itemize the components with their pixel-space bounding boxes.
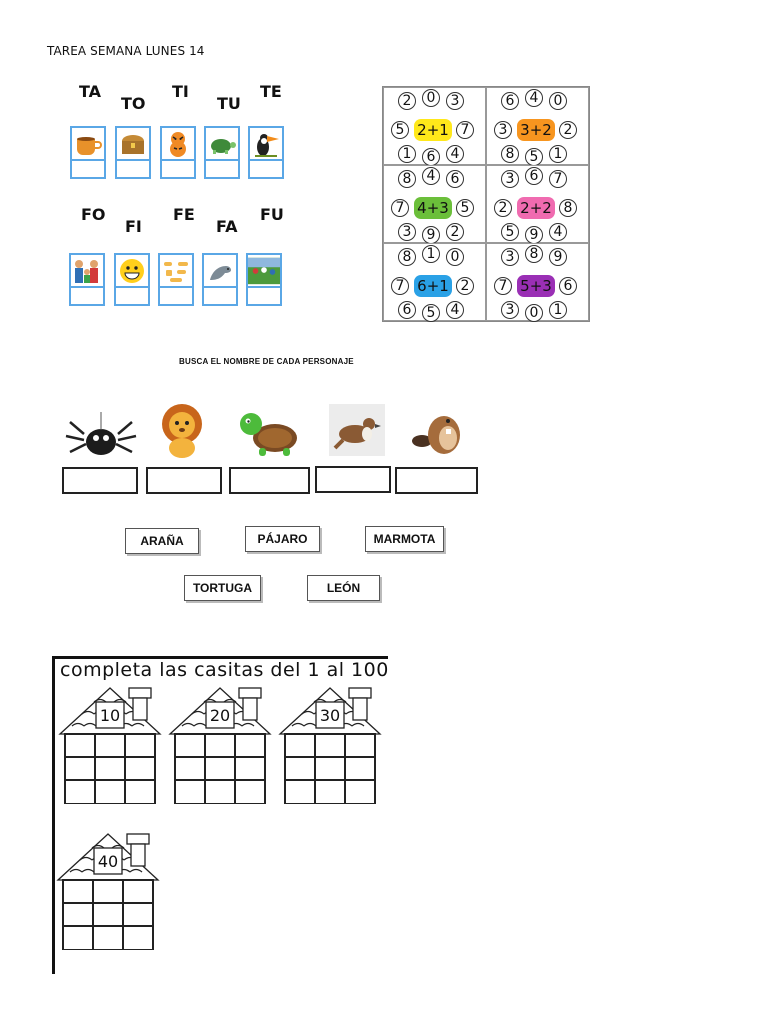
tiger-picture <box>162 128 194 161</box>
number-circle[interactable]: 5 <box>525 148 543 166</box>
number-circle[interactable]: 1 <box>398 145 416 163</box>
syllable-label: FE <box>173 205 195 224</box>
characters-title: BUSCA EL NOMBRE DE CADA PERSONAJE <box>179 357 354 366</box>
pasta-picture <box>160 255 192 288</box>
number-circle[interactable]: 7 <box>391 199 409 217</box>
picture-card[interactable] <box>246 253 282 306</box>
house-number: 10 <box>99 706 121 725</box>
syllable-label: FO <box>81 205 106 224</box>
number-circle[interactable]: 2 <box>446 223 464 241</box>
number-circle[interactable]: 6 <box>422 148 440 166</box>
number-circle[interactable]: 9 <box>549 248 567 266</box>
math-cell <box>486 243 589 321</box>
syllable-label: FI <box>125 217 142 236</box>
number-circle[interactable]: 3 <box>494 121 512 139</box>
math-cell <box>383 243 486 321</box>
word-card[interactable]: TORTUGA <box>184 575 261 601</box>
word-card[interactable]: LEÓN <box>307 575 380 601</box>
spider-picture <box>62 412 140 465</box>
picture-card[interactable] <box>158 253 194 306</box>
number-circle[interactable]: 8 <box>398 170 416 188</box>
number-circle[interactable]: 2 <box>398 92 416 110</box>
number-circle[interactable]: 7 <box>494 277 512 295</box>
houses-title: completa las casitas del 1 al 100 <box>60 659 389 681</box>
syllable-label: FA <box>216 217 238 236</box>
math-cell <box>383 165 486 243</box>
number-circle[interactable]: 1 <box>549 145 567 163</box>
syllable-label: FU <box>260 205 284 224</box>
math-cell <box>383 87 486 165</box>
house-number: 40 <box>97 852 119 871</box>
number-circle[interactable]: 2 <box>456 277 474 295</box>
lion-picture <box>152 402 212 465</box>
syllable-label: TA <box>79 82 102 101</box>
answer-box[interactable] <box>146 467 222 494</box>
beaver-picture <box>410 405 470 462</box>
syllable-label: TE <box>260 82 282 101</box>
picture-card[interactable] <box>248 126 284 179</box>
number-circle[interactable]: 6 <box>446 170 464 188</box>
house <box>168 686 272 804</box>
house <box>58 686 162 804</box>
chest-picture <box>117 128 149 161</box>
sum-operation: 2+1 <box>414 119 452 141</box>
number-circle[interactable]: 8 <box>525 245 543 263</box>
sum-operation: 6+1 <box>414 275 452 297</box>
sum-operation: 4+3 <box>414 197 452 219</box>
answer-box[interactable] <box>315 466 391 493</box>
number-circle[interactable]: 9 <box>525 226 543 244</box>
seal-picture <box>204 255 236 288</box>
syllable-label: TI <box>172 82 189 101</box>
number-circle[interactable]: 6 <box>501 92 519 110</box>
house-number: 20 <box>209 706 231 725</box>
number-circle[interactable]: 7 <box>391 277 409 295</box>
answer-box[interactable] <box>229 467 310 494</box>
picture-card[interactable] <box>202 253 238 306</box>
number-circle[interactable]: 6 <box>398 301 416 319</box>
house <box>56 832 160 950</box>
sum-operation: 2+2 <box>517 197 555 219</box>
word-card[interactable]: ARAÑA <box>125 528 199 554</box>
number-circle[interactable]: 3 <box>446 92 464 110</box>
number-circle[interactable]: 4 <box>446 145 464 163</box>
number-circle[interactable]: 0 <box>422 89 440 107</box>
number-circle[interactable]: 3 <box>398 223 416 241</box>
number-circle[interactable]: 4 <box>549 223 567 241</box>
number-circle[interactable]: 1 <box>549 301 567 319</box>
number-circle[interactable]: 6 <box>525 167 543 185</box>
number-circle[interactable]: 4 <box>525 89 543 107</box>
number-circle[interactable]: 3 <box>501 248 519 266</box>
number-circle[interactable]: 9 <box>422 226 440 244</box>
number-circle[interactable]: 7 <box>456 121 474 139</box>
number-circle[interactable]: 5 <box>456 199 474 217</box>
word-card[interactable]: MARMOTA <box>365 526 444 552</box>
number-circle[interactable]: 2 <box>494 199 512 217</box>
number-circle[interactable]: 8 <box>501 145 519 163</box>
number-circle[interactable]: 3 <box>501 170 519 188</box>
number-circle[interactable]: 7 <box>549 170 567 188</box>
number-circle[interactable]: 0 <box>525 304 543 322</box>
number-circle[interactable]: 5 <box>422 304 440 322</box>
picture-card[interactable] <box>114 253 150 306</box>
math-grid <box>382 86 590 322</box>
math-cell <box>486 87 589 165</box>
number-circle[interactable]: 8 <box>398 248 416 266</box>
toucan-picture <box>250 128 282 161</box>
sum-operation: 5+3 <box>517 275 555 297</box>
picture-card[interactable] <box>160 126 196 179</box>
picture-card[interactable] <box>70 126 106 179</box>
answer-box[interactable] <box>62 467 138 494</box>
document-title: TAREA SEMANA LUNES 14 <box>47 44 205 58</box>
picture-card[interactable] <box>204 126 240 179</box>
picture-card[interactable] <box>69 253 105 306</box>
number-circle[interactable]: 4 <box>422 167 440 185</box>
math-cell <box>486 165 589 243</box>
word-card[interactable]: PÁJARO <box>245 526 320 552</box>
number-circle[interactable]: 5 <box>391 121 409 139</box>
number-circle[interactable]: 5 <box>501 223 519 241</box>
smiley-picture <box>116 255 148 288</box>
turtle-picture <box>206 128 238 161</box>
bird-picture <box>329 404 385 461</box>
answer-box[interactable] <box>395 467 478 494</box>
number-circle[interactable]: 6 <box>559 277 577 295</box>
house-number: 30 <box>319 706 341 725</box>
syllable-label: TU <box>217 94 241 113</box>
picture-card[interactable] <box>115 126 151 179</box>
syllable-label: TO <box>121 94 146 113</box>
number-circle[interactable]: 1 <box>422 245 440 263</box>
number-circle[interactable]: 0 <box>549 92 567 110</box>
number-circle[interactable]: 4 <box>446 301 464 319</box>
sum-operation: 3+2 <box>517 119 555 141</box>
number-circle[interactable]: 3 <box>501 301 519 319</box>
family-picture <box>71 255 103 288</box>
number-circle[interactable]: 0 <box>446 248 464 266</box>
cup-picture <box>72 128 104 161</box>
house <box>278 686 382 804</box>
number-circle[interactable]: 8 <box>559 199 577 217</box>
syllable-activity <box>48 72 302 324</box>
number-circle[interactable]: 2 <box>559 121 577 139</box>
soccer-picture <box>248 255 280 288</box>
turtle-picture <box>237 410 301 463</box>
